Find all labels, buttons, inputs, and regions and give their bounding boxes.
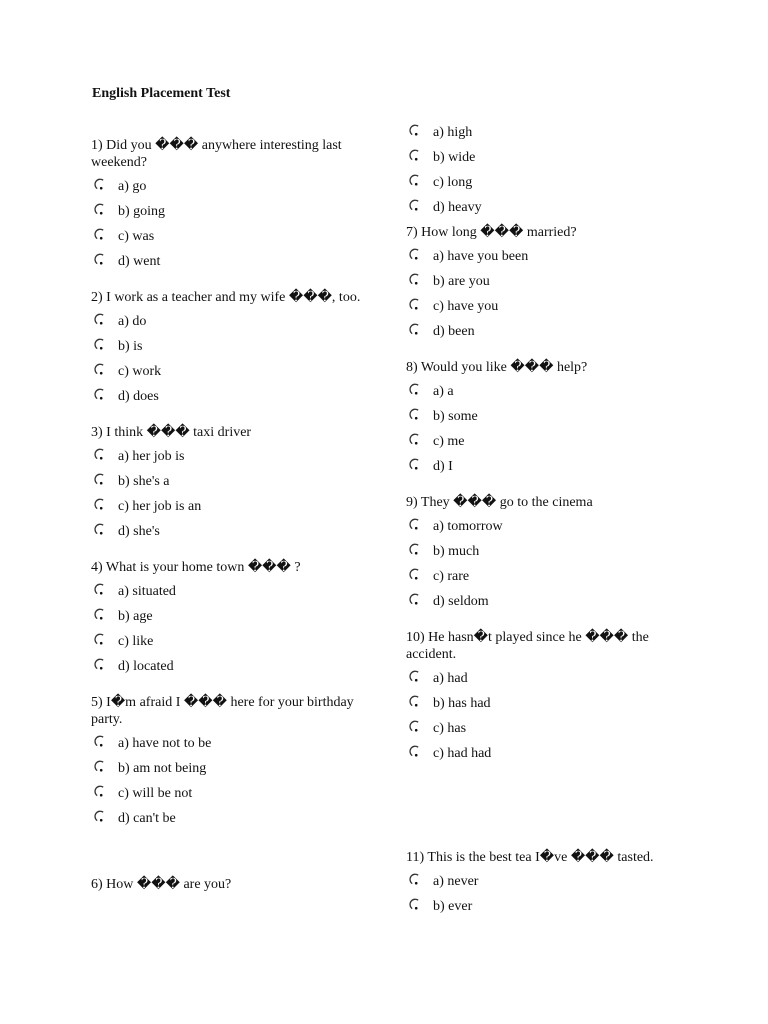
option-label: a) high: [433, 125, 473, 140]
option-label: b) some: [433, 409, 478, 424]
radio-button-icon[interactable]: [407, 542, 421, 556]
spacer: [406, 781, 686, 849]
radio-button-icon[interactable]: [407, 457, 421, 471]
question-text: 11) This is the best tea I�ve ��� tasted.: [406, 850, 654, 865]
radio-button-icon[interactable]: [407, 272, 421, 286]
answer-option[interactable]: [91, 469, 361, 494]
option-label: b) wide: [433, 150, 476, 165]
option-label: a) a: [433, 384, 454, 399]
radio-button-icon[interactable]: [407, 407, 421, 421]
option-label: a) tomorrow: [433, 519, 503, 534]
question-2: [91, 289, 361, 409]
radio-button-icon[interactable]: [407, 567, 421, 581]
option-label: b) are you: [433, 274, 490, 289]
answer-options: [406, 120, 686, 220]
option-label: c) have you: [433, 299, 499, 314]
option-label: b) she's a: [118, 474, 170, 489]
left-column: [91, 137, 361, 908]
answer-option[interactable]: [91, 249, 361, 274]
answer-option[interactable]: [406, 716, 686, 741]
option-label: d) I: [433, 459, 453, 474]
answer-option[interactable]: [406, 170, 686, 195]
option-label: c) long: [433, 175, 473, 190]
answer-options: [406, 379, 686, 479]
radio-button-icon[interactable]: [407, 719, 421, 733]
option-label: c) had had: [433, 746, 492, 761]
answer-options: [91, 174, 361, 274]
radio-button-icon[interactable]: [92, 607, 106, 621]
option-label: b) ever: [433, 899, 473, 914]
answer-option[interactable]: [406, 869, 686, 894]
radio-button-icon[interactable]: [407, 322, 421, 336]
answer-option[interactable]: [91, 384, 361, 409]
radio-button-icon[interactable]: [407, 173, 421, 187]
question-text: 7) How long ��� married?: [406, 225, 577, 240]
radio-button-icon[interactable]: [92, 759, 106, 773]
radio-button-icon[interactable]: [92, 227, 106, 241]
answer-option[interactable]: [91, 174, 361, 199]
answer-option[interactable]: [406, 539, 686, 564]
question-text: 5) I�m afraid I ��� here for your birthday party.: [91, 695, 354, 727]
option-label: d) been: [433, 324, 475, 339]
radio-button-icon[interactable]: [407, 872, 421, 886]
answer-option[interactable]: [406, 514, 686, 539]
answer-option[interactable]: [406, 145, 686, 170]
option-label: a) do: [118, 314, 147, 329]
answer-option[interactable]: [406, 666, 686, 691]
radio-button-icon[interactable]: [92, 387, 106, 401]
option-label: c) work: [118, 364, 162, 379]
radio-button-icon[interactable]: [92, 734, 106, 748]
page-title: English Placement Test: [92, 86, 231, 101]
question-1: [91, 137, 361, 274]
radio-button-icon[interactable]: [407, 897, 421, 911]
question-10: [406, 629, 686, 766]
question-8: [406, 359, 686, 479]
option-label: b) much: [433, 544, 480, 559]
question-9: [406, 494, 686, 614]
answer-option[interactable]: [91, 444, 361, 469]
option-label: a) situated: [118, 584, 176, 599]
option-label: d) went: [118, 254, 161, 269]
question-4: [91, 559, 361, 679]
answer-option[interactable]: [91, 519, 361, 544]
option-label: d) located: [118, 659, 174, 674]
radio-button-icon[interactable]: [92, 784, 106, 798]
option-label: d) heavy: [433, 200, 482, 215]
question-6-options: [406, 120, 686, 220]
radio-button-icon[interactable]: [92, 472, 106, 486]
answer-option[interactable]: [91, 654, 361, 679]
answer-option[interactable]: [91, 629, 361, 654]
option-label: c) has: [433, 721, 467, 736]
radio-button-icon[interactable]: [407, 744, 421, 758]
radio-button-icon[interactable]: [407, 123, 421, 137]
option-label: a) have you been: [433, 249, 529, 264]
option-label: b) age: [118, 609, 153, 624]
question-3: [91, 424, 361, 544]
question-text: 4) What is your home town ��� ?: [91, 560, 301, 575]
question-6: [91, 876, 361, 893]
option-label: d) seldom: [433, 594, 489, 609]
radio-button-icon[interactable]: [92, 657, 106, 671]
answer-options: [91, 731, 361, 831]
option-label: c) will be not: [118, 786, 193, 801]
radio-button-icon[interactable]: [407, 517, 421, 531]
radio-button-icon[interactable]: [92, 362, 106, 376]
answer-options: [406, 514, 686, 614]
question-text: 2) I work as a teacher and my wife ���, too.: [91, 290, 361, 305]
radio-button-icon[interactable]: [92, 447, 106, 461]
option-label: c) was: [118, 229, 155, 244]
radio-button-icon[interactable]: [407, 148, 421, 162]
option-label: d) she's: [118, 524, 160, 539]
radio-button-icon[interactable]: [92, 809, 106, 823]
option-label: b) am not being: [118, 761, 207, 776]
option-label: b) is: [118, 339, 143, 354]
answer-option[interactable]: [91, 806, 361, 831]
answer-option[interactable]: [91, 579, 361, 604]
answer-option[interactable]: [406, 589, 686, 614]
answer-option[interactable]: [91, 756, 361, 781]
radio-button-icon[interactable]: [92, 522, 106, 536]
answer-option[interactable]: [91, 334, 361, 359]
question-11: [406, 849, 686, 919]
answer-option[interactable]: [406, 195, 686, 220]
option-label: d) can't be: [118, 811, 176, 826]
radio-button-icon[interactable]: [92, 202, 106, 216]
answer-option[interactable]: [406, 120, 686, 145]
answer-option[interactable]: [406, 269, 686, 294]
radio-button-icon[interactable]: [92, 312, 106, 326]
answer-option[interactable]: [406, 454, 686, 479]
answer-option[interactable]: [406, 741, 686, 766]
option-label: d) does: [118, 389, 159, 404]
option-label: c) like: [118, 634, 154, 649]
radio-button-icon[interactable]: [92, 582, 106, 596]
radio-button-icon[interactable]: [407, 297, 421, 311]
radio-button-icon[interactable]: [92, 252, 106, 266]
answer-option[interactable]: [406, 691, 686, 716]
option-label: a) go: [118, 179, 147, 194]
option-label: c) rare: [433, 569, 470, 584]
radio-button-icon[interactable]: [407, 432, 421, 446]
question-text: 10) He hasn�t played since he ��� the accident.: [406, 630, 649, 662]
answer-option[interactable]: [91, 359, 361, 384]
radio-button-icon[interactable]: [92, 337, 106, 351]
question-5: [91, 694, 361, 831]
right-column: [406, 120, 686, 934]
answer-options: [406, 244, 686, 344]
option-label: c) her job is an: [118, 499, 202, 514]
answer-option[interactable]: [406, 429, 686, 454]
radio-button-icon[interactable]: [407, 592, 421, 606]
radio-button-icon[interactable]: [407, 382, 421, 396]
question-text: 6) How ��� are you?: [91, 877, 232, 892]
answer-option[interactable]: [406, 894, 686, 919]
option-label: b) has had: [433, 696, 491, 711]
answer-option[interactable]: [91, 731, 361, 756]
answer-option[interactable]: [406, 294, 686, 319]
answer-options: [91, 444, 361, 544]
question-7: [406, 224, 686, 344]
answer-option[interactable]: [91, 309, 361, 334]
option-label: b) going: [118, 204, 166, 219]
answer-option[interactable]: [406, 244, 686, 269]
radio-button-icon[interactable]: [407, 198, 421, 212]
answer-option[interactable]: [91, 604, 361, 629]
answer-option[interactable]: [406, 404, 686, 429]
option-label: a) have not to be: [118, 736, 212, 751]
question-text: 9) They ��� go to the cinema: [406, 495, 593, 510]
answer-options: [91, 579, 361, 679]
radio-button-icon[interactable]: [407, 669, 421, 683]
radio-button-icon[interactable]: [407, 247, 421, 261]
answer-options: [406, 869, 686, 919]
option-label: a) had: [433, 671, 468, 686]
radio-button-icon[interactable]: [92, 632, 106, 646]
answer-option[interactable]: [91, 199, 361, 224]
answer-option[interactable]: [406, 379, 686, 404]
spacer: [91, 846, 361, 876]
question-text: 8) Would you like ��� help?: [406, 360, 588, 375]
answer-option[interactable]: [91, 494, 361, 519]
answer-option[interactable]: [406, 564, 686, 589]
question-text: 3) I think ��� taxi driver: [91, 425, 252, 440]
radio-button-icon[interactable]: [92, 497, 106, 511]
option-label: a) never: [433, 874, 479, 889]
option-label: c) me: [433, 434, 465, 449]
answer-option[interactable]: [406, 319, 686, 344]
radio-button-icon[interactable]: [407, 694, 421, 708]
radio-button-icon[interactable]: [92, 177, 106, 191]
answer-option[interactable]: [91, 781, 361, 806]
question-text: 1) Did you ��� anywhere interesting last weekend?: [91, 138, 342, 170]
answer-option[interactable]: [91, 224, 361, 249]
answer-options: [91, 309, 361, 409]
answer-options: [406, 666, 686, 766]
option-label: a) her job is: [118, 449, 185, 464]
